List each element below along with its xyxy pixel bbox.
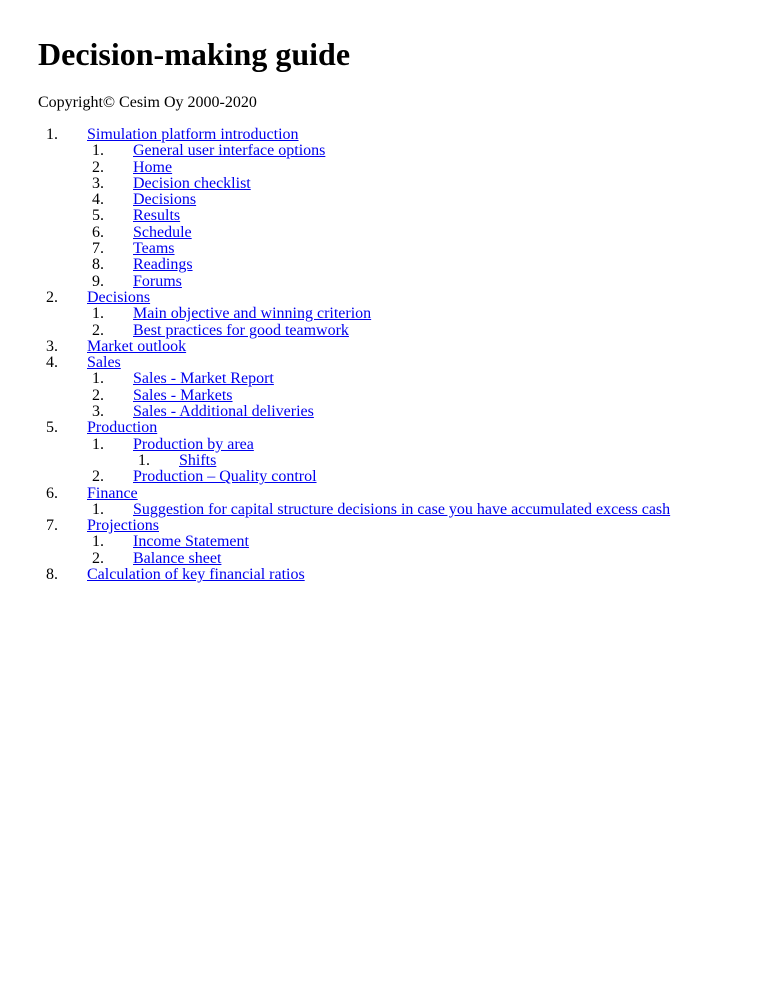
toc-subitem (38, 160, 768, 176)
toc-link[interactable]: Forums (133, 272, 182, 290)
toc-number: 6. (92, 223, 104, 241)
page-title: Decision-making guide (38, 36, 351, 72)
toc-link[interactable]: Results (133, 207, 181, 225)
toc-link[interactable]: Balance sheet (133, 549, 222, 567)
toc-number: 2. (92, 321, 104, 339)
toc-link[interactable]: Calculation of key financial ratios (87, 566, 305, 584)
toc-link[interactable]: Production (87, 419, 158, 437)
toc-link[interactable]: Market outlook (87, 337, 187, 355)
toc-number: 1. (46, 126, 58, 143)
toc-link[interactable]: Main objective and winning criterion (133, 305, 372, 323)
toc-subitem (38, 176, 768, 192)
toc-link[interactable]: Decisions (133, 191, 197, 209)
toc-number: 1. (92, 370, 104, 388)
toc-number: 2. (92, 386, 104, 404)
toc-subitem (38, 306, 768, 322)
toc-subitem (38, 257, 768, 273)
toc-link[interactable]: Suggestion for capital structure decisions in case you have accumulated excess cash (133, 500, 671, 518)
toc-number: 5. (46, 419, 58, 437)
toc-number: 1. (138, 451, 150, 469)
table-of-contents (38, 127, 768, 583)
toc-number: 3. (92, 403, 104, 421)
toc-link[interactable]: General user interface options (133, 142, 326, 160)
toc-number: 2. (46, 288, 58, 306)
toc-item (38, 486, 768, 519)
toc-link[interactable]: Best practices for good teamwork (133, 321, 349, 339)
toc-subsubitem (38, 453, 768, 469)
toc-link[interactable]: Readings (133, 256, 193, 274)
toc-number: 1. (92, 435, 104, 453)
toc-number: 7. (46, 517, 58, 535)
toc-number: 8. (92, 256, 104, 274)
toc-subitem (38, 371, 768, 387)
toc-number: 3. (46, 337, 58, 355)
toc-subitem (38, 437, 768, 470)
toc-number: 2. (92, 549, 104, 567)
toc-subitem (38, 274, 768, 290)
toc-link[interactable]: Sales - Market Report (133, 370, 274, 388)
toc-link[interactable]: Shifts (179, 451, 217, 469)
toc-subitem (38, 241, 768, 257)
toc-number: 5. (92, 207, 104, 225)
toc-number: 2. (92, 158, 104, 176)
toc-subitem (38, 404, 768, 420)
toc-item (38, 567, 768, 583)
toc-number: 1. (92, 305, 104, 323)
toc-link[interactable]: Decision checklist (133, 174, 251, 192)
toc-link[interactable]: Sales - Additional deliveries (133, 403, 314, 421)
toc-number: 3. (92, 174, 104, 192)
toc-number: 8. (46, 566, 58, 584)
toc-number: 4. (46, 354, 58, 372)
toc-link[interactable]: Income Statement (133, 533, 249, 551)
copyright-notice: Copyright© Cesim Oy 2000-2020 (38, 94, 257, 111)
toc-number: 7. (92, 240, 104, 258)
toc-link[interactable]: Finance (87, 484, 138, 502)
toc-subitem (38, 502, 768, 518)
toc-number: 4. (92, 191, 104, 209)
toc-link[interactable]: Production by area (133, 435, 254, 453)
toc-item (38, 355, 768, 420)
toc-link[interactable]: Decisions (87, 288, 151, 306)
toc-subitem (38, 551, 768, 567)
toc-link[interactable]: Production – Quality control (133, 468, 317, 486)
toc-subitem (38, 225, 768, 241)
toc-link[interactable]: Sales - Markets (133, 386, 233, 404)
toc-link[interactable]: Home (133, 158, 173, 176)
toc-subitem (38, 208, 768, 224)
toc-subitem (38, 192, 768, 208)
toc-link[interactable]: Teams (133, 240, 175, 258)
toc-number: 1. (92, 142, 104, 160)
toc-item (38, 518, 768, 567)
toc-subitem (38, 534, 768, 550)
toc-item (38, 420, 768, 485)
toc-link[interactable]: Sales (87, 354, 121, 372)
toc-link[interactable]: Simulation platform introduction (87, 126, 299, 143)
toc-item (38, 127, 768, 290)
toc-subitem (38, 143, 768, 159)
toc-subitem (38, 323, 768, 339)
toc-item (38, 290, 768, 339)
toc-number: 2. (92, 468, 104, 486)
toc-number: 9. (92, 272, 104, 290)
toc-link[interactable]: Schedule (133, 223, 192, 241)
toc-subitem (38, 469, 768, 485)
toc-subitem (38, 388, 768, 404)
toc-link[interactable]: Projections (87, 517, 159, 535)
toc-number: 1. (92, 500, 104, 518)
toc-number: 1. (92, 533, 104, 551)
toc-item (38, 339, 768, 355)
toc-number: 6. (46, 484, 58, 502)
